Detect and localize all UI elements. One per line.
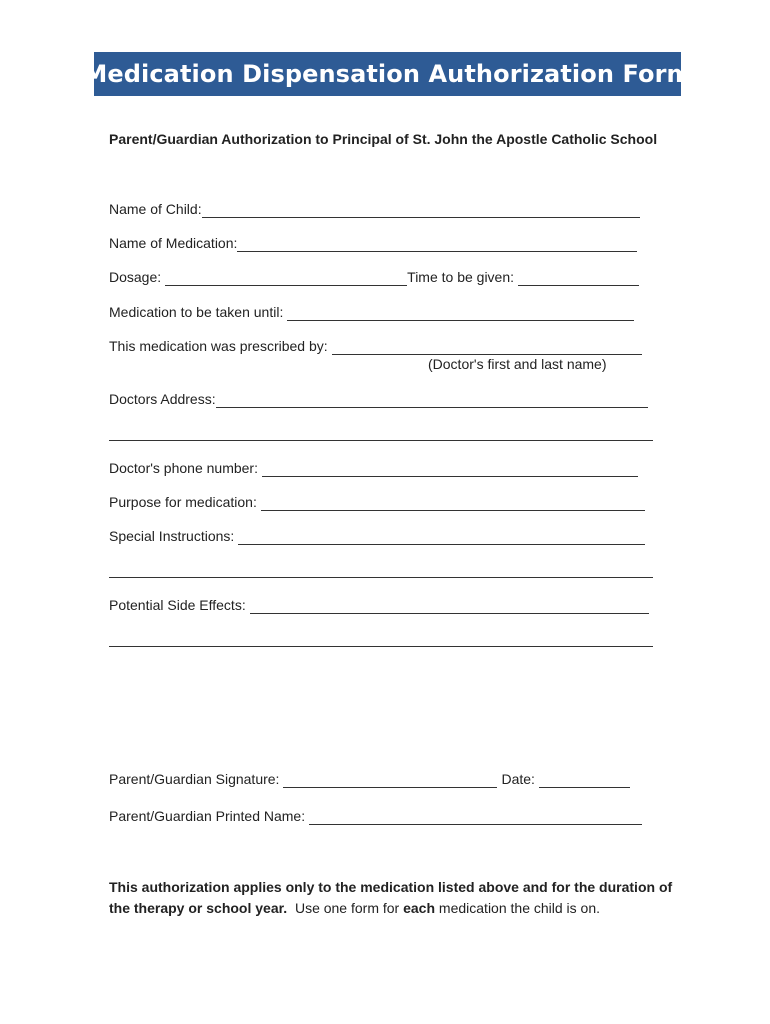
side-effects-line-2[interactable] (109, 646, 653, 647)
printed-name-label: Parent/Guardian Printed Name: (109, 808, 306, 824)
medication-name-label: Name of Medication: (109, 235, 238, 251)
medication-name-field (109, 234, 637, 252)
taken-until-label: Medication to be taken until: (109, 304, 284, 320)
notice-each: each (403, 900, 436, 916)
authorization-notice (109, 877, 679, 919)
form-title: Medication Dispensation Authorization Form (83, 60, 692, 88)
prescribed-by-line[interactable] (332, 340, 642, 355)
purpose-line[interactable] (261, 496, 645, 511)
purpose-label: Purpose for medication: (109, 494, 257, 510)
special-instructions-line[interactable] (238, 530, 645, 545)
child-name-field (109, 200, 640, 218)
doctor-address-label: Doctors Address: (109, 391, 216, 407)
prescribed-by-label: This medication was prescribed by: (109, 338, 328, 354)
special-instructions-label: Special Instructions: (109, 528, 235, 544)
purpose-field (109, 493, 645, 511)
taken-until-field (109, 303, 634, 321)
doctor-name-note: (Doctor's first and last name) (428, 356, 607, 372)
medication-name-line[interactable] (237, 237, 637, 252)
signature-line[interactable] (283, 773, 497, 788)
dosage-label: Dosage: (109, 269, 162, 285)
time-given-label: Time to be given: (407, 269, 515, 285)
signature-label: Parent/Guardian Signature: (109, 771, 280, 787)
special-instructions-field (109, 527, 645, 545)
taken-until-line[interactable] (287, 306, 634, 321)
child-name-line[interactable] (202, 203, 640, 218)
prescribed-by-field (109, 337, 642, 355)
date-label: Date: (501, 771, 535, 787)
form-title-banner (83, 52, 692, 96)
notice-text-2: medication the child is on. (438, 900, 601, 916)
doctor-address-line[interactable] (216, 393, 648, 408)
doctor-address-field (109, 390, 648, 408)
signature-field (109, 770, 630, 788)
date-line[interactable] (539, 773, 630, 788)
printed-name-field (109, 807, 642, 825)
doctor-phone-label: Doctor's phone number: (109, 460, 258, 476)
form-subtitle: Parent/Guardian Authorization to Principal of St. John the Apostle Catholic School (109, 131, 658, 147)
side-effects-label: Potential Side Effects: (109, 597, 246, 613)
dosage-line[interactable] (165, 271, 407, 286)
doctor-phone-field (109, 459, 638, 477)
notice-text-1: Use one form for (294, 900, 400, 916)
special-instructions-line-2[interactable] (109, 577, 653, 578)
time-given-line[interactable] (518, 271, 639, 286)
side-effects-line[interactable] (250, 599, 649, 614)
printed-name-line[interactable] (309, 810, 642, 825)
notice-bold-text: This authorization applies only to the medication listed above and for the duration of the therapy or school year. (109, 879, 673, 916)
doctor-phone-line[interactable] (262, 462, 638, 477)
child-name-label: Name of Child: (109, 201, 202, 217)
dosage-field (109, 268, 639, 286)
doctor-address-line-2[interactable] (109, 440, 653, 441)
side-effects-field (109, 596, 649, 614)
